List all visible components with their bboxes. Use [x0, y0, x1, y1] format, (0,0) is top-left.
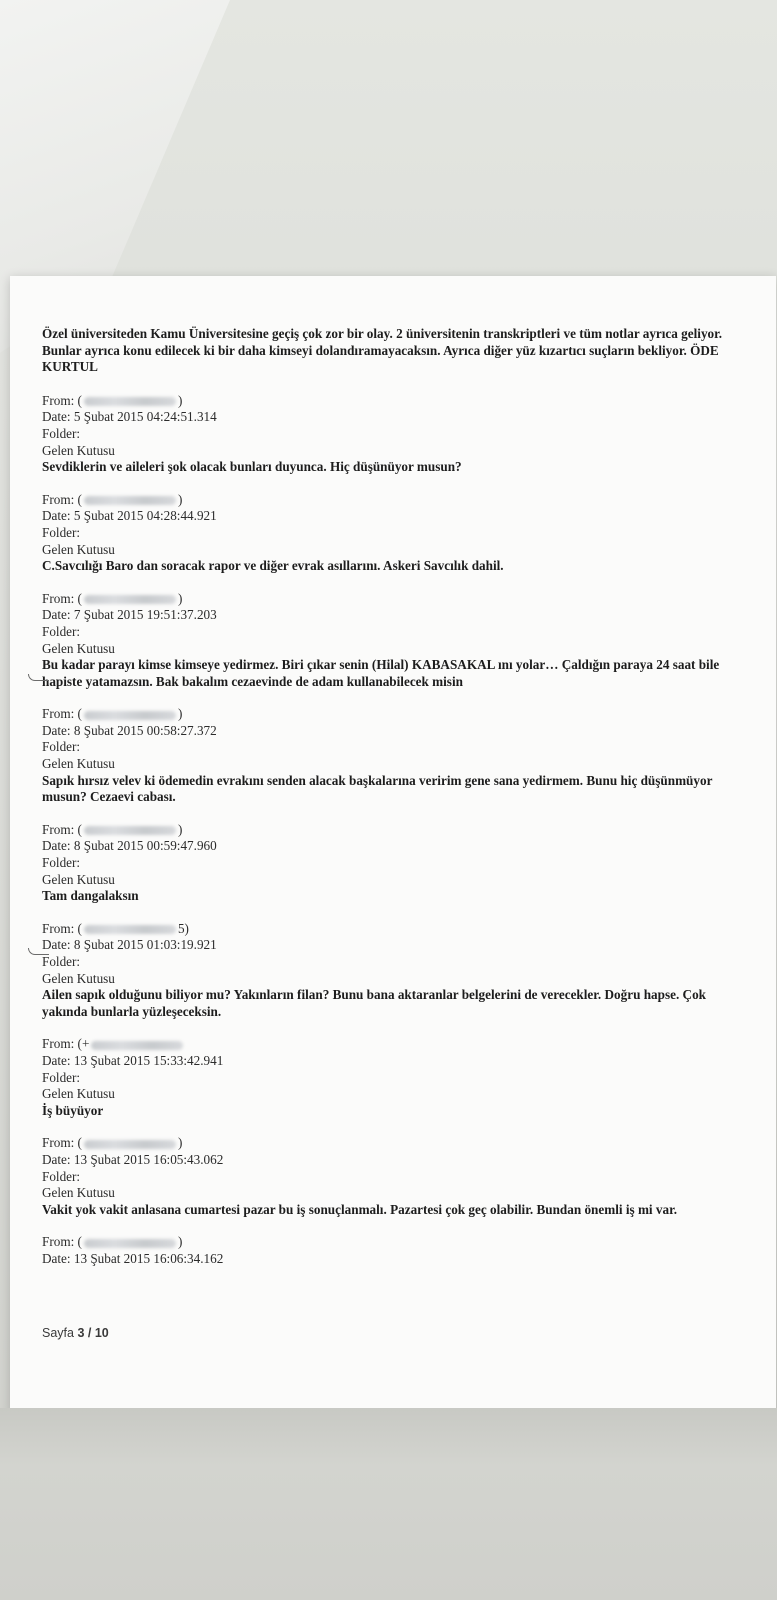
folder-line: Folder: [42, 855, 81, 871]
redacted-phone-number [84, 1239, 176, 1248]
redacted-phone-number [84, 711, 176, 720]
inbox-line: Gelen Kutusu [42, 871, 115, 887]
message-text: İş büyüyor [42, 1102, 104, 1118]
last-message-entry [42, 1234, 742, 1267]
message-entry [42, 1036, 742, 1119]
message-entry [42, 591, 742, 691]
date-line: Date: 8 Şubat 2015 01:03:19.921 [42, 937, 217, 953]
inbox-line: Gelen Kutusu [42, 541, 115, 557]
from-line: From: ( 5) [42, 920, 189, 936]
from-line: From: ( ) [42, 491, 183, 507]
pen-mark [28, 674, 49, 681]
message-text: Sapık hırsız velev ki ödemedin evrakını senden alacak başkalarına veririm gene sana yedirmem. Bunu hiç düşünmüyor musun? Cezaevi cabası. [42, 772, 713, 805]
redacted-phone-number [84, 826, 176, 835]
inbox-line: Gelen Kutusu [42, 1185, 115, 1201]
folder-line: Folder: [42, 739, 81, 755]
redacted-phone-number [84, 925, 176, 934]
document-page [10, 276, 776, 1414]
from-line: From: ( ) [42, 392, 183, 408]
message-entry [42, 393, 742, 476]
message-entry [42, 706, 742, 806]
inbox-line: Gelen Kutusu [42, 1086, 115, 1102]
message-text: C.Savcılığı Baro dan soracak rapor ve diğer evrak asıllarını. Askeri Savcılık dahil. [42, 558, 504, 574]
redacted-phone-number [84, 1140, 176, 1149]
redacted-phone-number [84, 595, 176, 604]
message-text: Vakit yok vakit anlasana cumartesi pazar bu iş sonuçlanmalı. Pazartesi çok geç olabilir. Bundan önemli iş mi var. [42, 1201, 678, 1217]
inbox-line: Gelen Kutusu [42, 756, 115, 772]
message-entry [42, 1135, 742, 1218]
from-line: From: ( ) [42, 706, 183, 722]
message-text: Sevdiklerin ve aileleri şok olacak bunları duyunca. Hiç düşünüyor musun? [42, 459, 462, 475]
page-footer [42, 1326, 109, 1340]
pen-mark [28, 948, 49, 955]
page-number: 3 / 10 [77, 1326, 109, 1340]
date-line: Date: 13 Şubat 2015 15:33:42.941 [42, 1052, 224, 1068]
redacted-phone-number [91, 1041, 183, 1050]
intro-paragraph: Özel üniversiteden Kamu Üniversitesine geçiş çok zor bir olay. 2 üniversitenin transkriptleri ve tüm notlar ayrıca geliyor. Bunlar ayrıca konu edilecek ki bir daha kimseyi dolandıramayacaksın. Ayrıca diğer yüz kızartıcı suçların bekliyor. ÖDE KURTUL [42, 326, 723, 375]
message-text: Bu kadar parayı kimse kimseye yedirmez. Biri çıkar senin (Hilal) KABASAKAL ını yolar… Çaldığın paraya 24 saat bile hapiste yatamazsın. Bak bakalım cezaevinde de adam kullanabilecek misin [42, 657, 720, 689]
from-line: From: ( ) [42, 821, 183, 837]
message-list [42, 393, 742, 1219]
folder-line: Folder: [42, 623, 81, 639]
redacted-phone-number [84, 397, 176, 406]
from-line: From: ( ) [42, 590, 183, 606]
message-text: Tam dangalaksın [42, 888, 139, 904]
folder-line: Folder: [42, 425, 81, 441]
footer-prefix: Sayfa [42, 1326, 74, 1340]
date-line: Date: 13 Şubat 2015 16:06:34.162 [42, 1250, 224, 1266]
folder-line: Folder: [42, 1069, 81, 1085]
message-text: Ailen sapık olduğunu biliyor mu? Yakınların filan? Bunu bana aktaranlar belgelerini de verecekler. Doğru hapse. Çok yakında bunlarla yüzleşeceksin. [42, 987, 707, 1019]
folder-line: Folder: [42, 524, 81, 540]
date-line: Date: 8 Şubat 2015 00:58:27.372 [42, 722, 217, 738]
from-line: From: ( ) [42, 1135, 183, 1151]
date-line: Date: 5 Şubat 2015 04:24:51.314 [42, 409, 217, 425]
date-line: Date: 7 Şubat 2015 19:51:37.203 [42, 607, 217, 623]
table-surface [0, 1408, 777, 1600]
from-line: From: ( ) [42, 1234, 183, 1250]
inbox-line: Gelen Kutusu [42, 442, 115, 458]
from-line: From: (+ [42, 1036, 742, 1053]
message-entry [42, 492, 742, 575]
inbox-line: Gelen Kutusu [42, 970, 115, 986]
page-content [42, 326, 742, 1284]
message-entry [42, 822, 742, 905]
redacted-phone-number [84, 496, 176, 505]
date-line: Date: 13 Şubat 2015 16:05:43.062 [42, 1151, 224, 1167]
date-line: Date: 5 Şubat 2015 04:28:44.921 [42, 508, 217, 524]
message-entry [42, 921, 742, 1021]
folder-line: Folder: [42, 1168, 81, 1184]
date-line: Date: 8 Şubat 2015 00:59:47.960 [42, 838, 217, 854]
inbox-line: Gelen Kutusu [42, 640, 115, 656]
folder-line: Folder: [42, 954, 81, 969]
